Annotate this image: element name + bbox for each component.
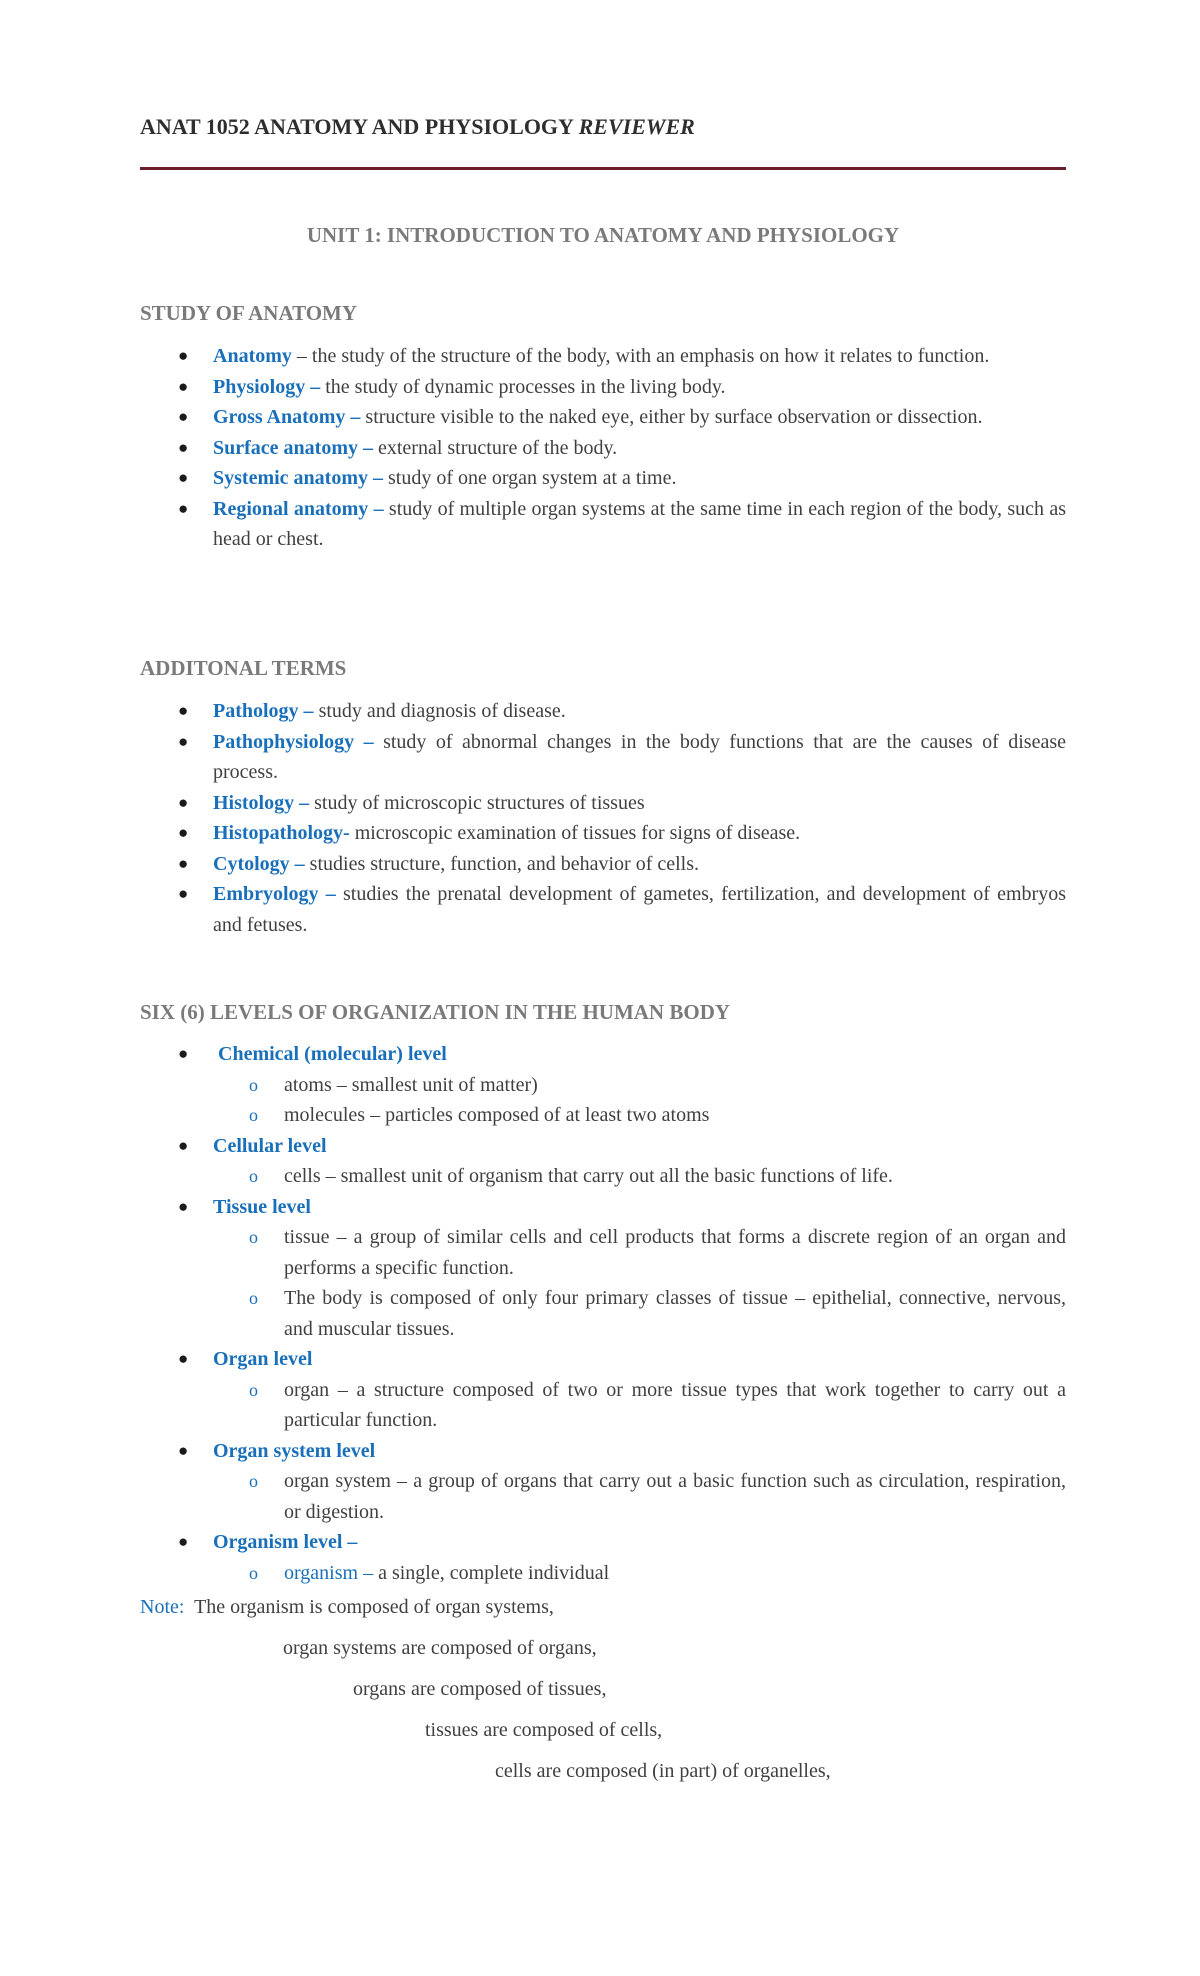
circle-bullet-icon: o [249,1166,258,1186]
note-text: The organism is composed of organ systems, [194,1596,554,1618]
term: Anatomy [213,345,292,367]
circle-bullet-icon: o [249,1227,258,1247]
note-line-4: tissues are composed of cells, [425,1719,663,1741]
level-term: Tissue level [213,1195,311,1218]
note-line-5: cells are composed (in part) of organelles, [495,1760,831,1782]
bullet-icon: ● [178,1349,189,1368]
term: Pathology – [213,700,314,722]
bullet-icon: ● [178,498,189,518]
definition: microscopic examination of tissues for signs of disease. [349,822,801,844]
list-item [140,788,1066,819]
section-heading-additional-terms: ADDITONAL TERMS [140,656,347,680]
bullet-icon: ● [178,1135,189,1155]
list-item [140,402,1066,433]
sub-item-term: organism – [284,1561,374,1584]
list-item [140,879,1066,940]
term: Histopathology- [213,822,350,844]
circle-bullet-icon: o [249,1471,258,1491]
list-item [140,849,1066,880]
level-term: Organism level – [213,1531,358,1553]
study-of-anatomy-list [140,341,1066,555]
definition: the study of dynamic processes in the living body. [320,375,726,398]
list-item [140,1039,1066,1131]
circle-bullet-icon: o [249,1562,258,1583]
bullet-icon: ● [178,407,189,426]
definition: studies structure, function, and behavior of cells. [304,852,700,875]
term: Gross Anatomy – [213,406,361,428]
title-italic: REVIEWER [578,114,695,139]
sub-list [213,1070,1066,1131]
sub-item-text: atoms – smallest unit of matter) [284,1073,538,1096]
bullet-icon: ● [178,468,189,487]
title-divider [140,167,1066,170]
section-heading-study-of-anatomy: STUDY OF ANATOMY [140,301,358,325]
sub-list [213,1222,1066,1344]
list-item [140,727,1066,788]
sub-item-text: organ – a structure composed of two or more tissue types that work together to carry out a particular function. [284,1378,1066,1431]
sub-item-text: The body is composed of only four primary classes of tissue – epithelial, connective, nervous, and muscular tissues. [284,1287,1066,1340]
term: Physiology – [213,375,321,398]
list-item [140,494,1066,555]
term: Cytology – [213,852,305,875]
list-item [140,1192,1066,1345]
list-item [140,1344,1066,1436]
levels-list [140,1039,1066,1588]
definition: study and diagnosis of disease. [313,700,566,722]
additional-terms-list [140,696,1066,940]
term: Systemic anatomy – [213,467,383,489]
title-main: ANAT 1052 ANATOMY AND PHYSIOLOGY [140,114,574,139]
list-item [140,818,1066,849]
list-item [140,1436,1066,1528]
term: Regional anatomy – [213,497,384,520]
note-line-1 [140,1592,554,1622]
bullet-icon: ● [178,1196,189,1216]
bullet-icon: ● [178,853,189,873]
sub-list-item [213,1283,1066,1344]
definition: studies the prenatal development of gametes, fertilization, and development of embryos and fetuses. [213,883,1067,936]
level-term: Organ level [213,1348,313,1370]
bullet-icon: ● [178,823,189,842]
note-line-3: organs are composed of tissues, [353,1678,607,1700]
definition: structure visible to the naked eye, either by surface observation or dissection. [360,406,983,428]
list-item [140,1527,1066,1588]
list-item [140,341,1066,372]
definition: study of multiple organ systems at the same time in each region of the body, such as head or chest. [213,497,1066,550]
sub-item-text: a single, complete individual [373,1561,610,1584]
definition: study of one organ system at a time. [382,467,677,489]
term: Surface anatomy – [213,436,373,459]
term: Embryology – [213,883,336,905]
circle-bullet-icon: o [249,1379,258,1400]
bullet-icon: ● [178,701,189,720]
unit-heading: UNIT 1: INTRODUCTION TO ANATOMY AND PHYSIOLOGY [306,223,900,247]
bullet-icon: ● [178,1440,189,1460]
definition: – the study of the structure of the body, with an emphasis on how it relates to function. [291,345,990,367]
level-term: Organ system level [213,1439,376,1462]
bullet-icon: ● [178,376,189,396]
sub-list [213,1466,1066,1527]
list-item [140,1131,1066,1192]
circle-bullet-icon: o [249,1105,258,1125]
term: Pathophysiology – [213,730,374,753]
list-item [140,463,1066,494]
bullet-icon: ● [178,346,189,365]
level-term: Chemical (molecular) level [213,1043,447,1065]
definition: study of abnormal changes in the body functions that are the causes of disease process. [213,730,1066,783]
sub-list-item [213,1466,1066,1527]
sub-list-item [213,1375,1066,1436]
bullet-icon: ● [178,884,189,903]
note-line-2: organ systems are composed of organs, [283,1637,597,1659]
sub-list-item [213,1161,1066,1192]
bullet-icon: ● [178,792,189,812]
bullet-icon: ● [178,731,189,751]
document-page [140,112,1067,1782]
section-heading-levels: SIX (6) LEVELS OF ORGANIZATION IN THE HUMAN BODY [140,1000,731,1024]
document-title [140,112,1066,142]
sub-list [213,1558,1066,1589]
sub-list-item [213,1558,1066,1589]
term: Histology – [213,791,310,814]
circle-bullet-icon: o [249,1288,258,1308]
list-item [140,433,1066,464]
list-item [140,696,1066,727]
sub-list-item [213,1100,1066,1131]
bullet-icon: ● [178,1532,189,1551]
circle-bullet-icon: o [249,1074,258,1095]
list-item [140,372,1066,403]
sub-list-item [213,1070,1066,1101]
definition: study of microscopic structures of tissues [309,791,645,814]
sub-item-text: cells – smallest unit of organism that carry out all the basic functions of life. [284,1165,893,1187]
sub-item-text: molecules – particles composed of at least two atoms [284,1104,710,1126]
sub-item-text: tissue – a group of similar cells and cell products that forms a discrete region of an organ and performs a specific function. [284,1226,1066,1279]
definition: external structure of the body. [372,436,618,459]
sub-list [213,1375,1066,1436]
sub-item-text: organ system – a group of organs that carry out a basic function such as circulation, respiration, or digestion. [284,1470,1066,1523]
sub-list [213,1161,1066,1192]
level-term: Cellular level [213,1134,327,1157]
sub-list-item [213,1222,1066,1283]
bullet-icon: ● [178,437,189,457]
bullet-icon: ● [178,1044,189,1063]
note-label: Note: [140,1596,185,1618]
